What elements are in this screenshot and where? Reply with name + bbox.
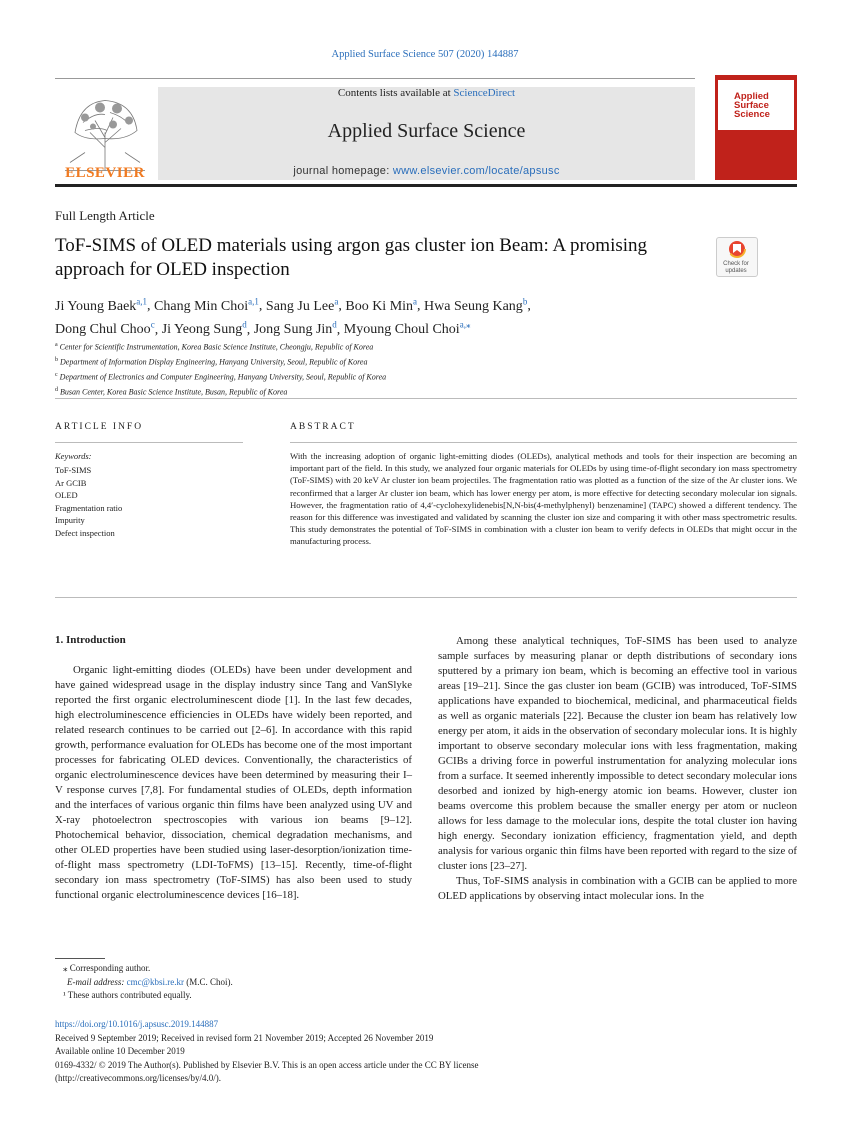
available-online: Available online 10 December 2019 bbox=[55, 1046, 185, 1056]
license-text: 0169-4332/ © 2019 The Author(s). Published by Elsevier B.V. This is an open access article under the CC BY license (http://creativecommons.org/licenses/by/4.0/). bbox=[55, 1059, 479, 1083]
footnote-corresponding: ⁎ Corresponding author. bbox=[63, 963, 151, 973]
footnote-divider bbox=[55, 958, 105, 959]
author[interactable]: Sang Ju Lee$^a$ bbox=[265, 296, 339, 314]
author[interactable]: Ji Young Baek$^{a,1}$ bbox=[55, 296, 148, 314]
contents-line bbox=[158, 87, 695, 99]
homepage-link[interactable]: www.elsevier.com/locate/apsusc bbox=[392, 165, 560, 177]
author[interactable]: Chang Min Choi$^{a,1}$ bbox=[154, 296, 259, 314]
keyword: Impurity bbox=[55, 515, 85, 525]
journal-citation[interactable]: Applied Surface Science 507 (2020) 144887 bbox=[331, 49, 519, 60]
keywords-label: Keywords: bbox=[55, 451, 92, 461]
article-title: ToF-SIMS of OLED materials using argon gas cluster ion Beam: A promising approach for OLED inspection bbox=[55, 235, 648, 280]
section-heading-introduction: 1. Introduction bbox=[55, 634, 126, 646]
body-column-left bbox=[55, 663, 412, 903]
body-paragraph: Organic light-emitting diodes (OLEDs) have been under development and have gained widespread usage in the display industry since Tang and VanSlyke reported the first organic electroluminescent diode [1]. In the last few decades, high electroluminescence efficiencies in OLEDs have widely been reported, and related research continues to be carried out [2–6]. In accordance with this rapid growth, performance evaluation for OLEDs has become one of the most important processes for fabricating OLED devices. Conventionally, the characteristics of organic electroluminescence devices have been determined by measuring their I–V response curves [7,8]. For fundamental studies of OLEDs, depth information and the interfaces of various organic thin films have been analyzed using UV and X-ray photoelectron spectroscopies with various ion beams [9–12]. Photochemical behavior, dissociation, chemical degradation mechanisms, and other OLED properties have been studied using laser-desorption/ionization time-of-flight mass spectrometry (LDI-ToFMS) [13–15]. Recently, time-of-flight secondary ion mass spectrometry (ToF-SIMS) has also been used to study functional organic electroluminescence devices [16–18]. bbox=[55, 664, 412, 901]
homepage-prefix: journal homepage: bbox=[293, 165, 393, 177]
keyword: OLED bbox=[55, 490, 78, 500]
affiliation: $^a$ Center for Scientific Instrumentation, Korea Basic Science Institute, Cheongju, Republic of Korea bbox=[55, 342, 374, 352]
author[interactable]: Hwa Seung Kang$^b$ bbox=[424, 296, 528, 314]
sciencedirect-link[interactable]: ScienceDirect bbox=[453, 87, 516, 99]
abstract-end-divider bbox=[55, 597, 797, 598]
affiliation: $^b$ Department of Information Display Engineering, Hanyang University, Seoul, Republic of Korea bbox=[55, 357, 368, 367]
author[interactable]: Myoung Choul Choi$^{a,⁎}$ bbox=[343, 319, 471, 338]
affiliation: $^d$ Busan Center, Korea Basic Science Institute, Busan, Republic of Korea bbox=[55, 387, 288, 398]
article-type: Full Length Article bbox=[55, 208, 155, 223]
header-divider bbox=[55, 78, 695, 79]
keyword: ToF-SIMS bbox=[55, 465, 92, 475]
keyword: Ar GCIB bbox=[55, 477, 87, 488]
abstract-text: With the increasing adoption of organic light-emitting diodes (OLEDs), analytical methods and tools for their inspection are becoming an important part of the field. In this study, we analyzed four organic materials for OLEDs by using time-of-flight secondary ion mass spectrometry (ToF-SIMS) with 20 keV Ar cluster ion beam projectiles. The fragmentation ratio was plotted as a function of the size of the Ar cluster ions. We reconfirmed that a larger Ar cluster ion beam, which has lower energy per atom, is more effective for detecting secondary molecular ion signals. However, the fragmentation ratio of 4,4′-cyclohexylidenebis[N,N-bis(4-methylphenyl) benzenamine] (TAPC) showed a different tendency. The reason for this difference was investigated and validated by scanning the cluster ion size and comparing it with other mass spectrometric results. This study demonstrates the potential of ToF-SIMS in combination with a cluster ion beam to verify defects in OLEDs that might occur in the manufacturing process. bbox=[290, 451, 797, 547]
abstract-heading: ABSTRACT bbox=[290, 422, 356, 432]
journal-cover-title: Applied Surface Science bbox=[734, 91, 770, 120]
abstract-divider bbox=[290, 442, 797, 443]
crossmark-icon bbox=[717, 238, 757, 260]
crossmark-label: Check for updates bbox=[723, 261, 749, 274]
footnotes bbox=[55, 962, 415, 1003]
article-info-divider bbox=[55, 442, 243, 443]
received-dates: Received 9 September 2019; Received in revised form 21 November 2019; Accepted 26 November 2019 bbox=[55, 1032, 434, 1043]
article-info-heading: ARTICLE INFO bbox=[55, 422, 144, 432]
email-link[interactable]: cmc@kbsi.re.kr bbox=[126, 976, 184, 987]
title-divider bbox=[55, 398, 797, 399]
journal-name: Applied Surface Science bbox=[327, 120, 526, 142]
author[interactable]: Jong Sung Jin$^d$ bbox=[253, 319, 337, 338]
affiliation: $^c$ Department of Electronics and Computer Engineering, Hanyang University, Seoul, Republic of Korea bbox=[55, 372, 387, 382]
author[interactable]: Boo Ki Min$^a$ bbox=[345, 296, 418, 314]
elsevier-wordmark: ELSEVIER bbox=[65, 165, 145, 181]
header-thick-divider bbox=[55, 184, 797, 187]
author[interactable]: Ji Yeong Sung$^d$ bbox=[161, 319, 247, 338]
footnote-equal-contribution: ¹ These authors contributed equally. bbox=[63, 990, 192, 1000]
journal-homepage bbox=[158, 165, 695, 177]
doi-link[interactable]: https://doi.org/10.1016/j.apsusc.2019.144887 bbox=[55, 1019, 219, 1029]
footnote-email: E-mail address: cmc@kbsi.re.kr (M.C. Choi). bbox=[67, 976, 233, 987]
author-list: Ji Young Baek$^{a,1}$, Chang Min Choi$^{a,1}$, Sang Ju Lee$^a$, Boo Ki Min$^a$, Hwa Seung Kang$^b$, Dong Chul Choo$^c$, Ji Yeong Sung$^d$, Jong Sung Jin$^d$, Myoung Choul Choi$^{a,⁎}$ bbox=[55, 296, 531, 338]
body-paragraph: Among these analytical techniques, ToF-SIMS has been used to analyze sample surfaces by measuring planar or depth distributions of secondary ions sputtered by a primary ion beam, which is becoming an effective tool in various areas [19–21]. Since the gas cluster ion beam (GCIB) was introduced, ToF-SIMS applications have expanded to biochemical, medicinal, and pharmaceutical fields as well as organic materials [22]. Because the cluster ion beam has relatively low energy per atom, it aids in the observation of secondary molecular ions. It is highly important to observe secondary molecular ions with less fragmentation, making GCIBs a driving force in powerful instrumentation for analyzing molecular ions from a surface. It seemed inherently impossible to detect secondary molecular ions desorbed and ionized by high-energy atomic ion beams. However, cluster ion beams overcome this problem because the smaller energy per atom or nucleon allows for less damage to the molecular ions, despite the total cluster ion having high energy. Secondary ionization efficiency, fragmentation yield, and depth analysis for various organic thin films have been reported with regard to the size of cluster ions [23–27]. bbox=[438, 635, 797, 872]
contents-prefix: Contents lists available at bbox=[337, 87, 454, 99]
publication-info bbox=[55, 1018, 755, 1086]
author[interactable]: Dong Chul Choo$^c$ bbox=[55, 319, 155, 338]
keyword: Defect inspection bbox=[55, 527, 115, 538]
body-column-right bbox=[438, 634, 797, 904]
keyword-list bbox=[55, 464, 122, 539]
keyword: Fragmentation ratio bbox=[55, 502, 123, 513]
body-paragraph: Thus, ToF-SIMS analysis in combination with a GCIB can be applied to more OLED applications by observing intact molecular ions. In the bbox=[438, 875, 797, 902]
affiliation-list bbox=[55, 339, 755, 400]
